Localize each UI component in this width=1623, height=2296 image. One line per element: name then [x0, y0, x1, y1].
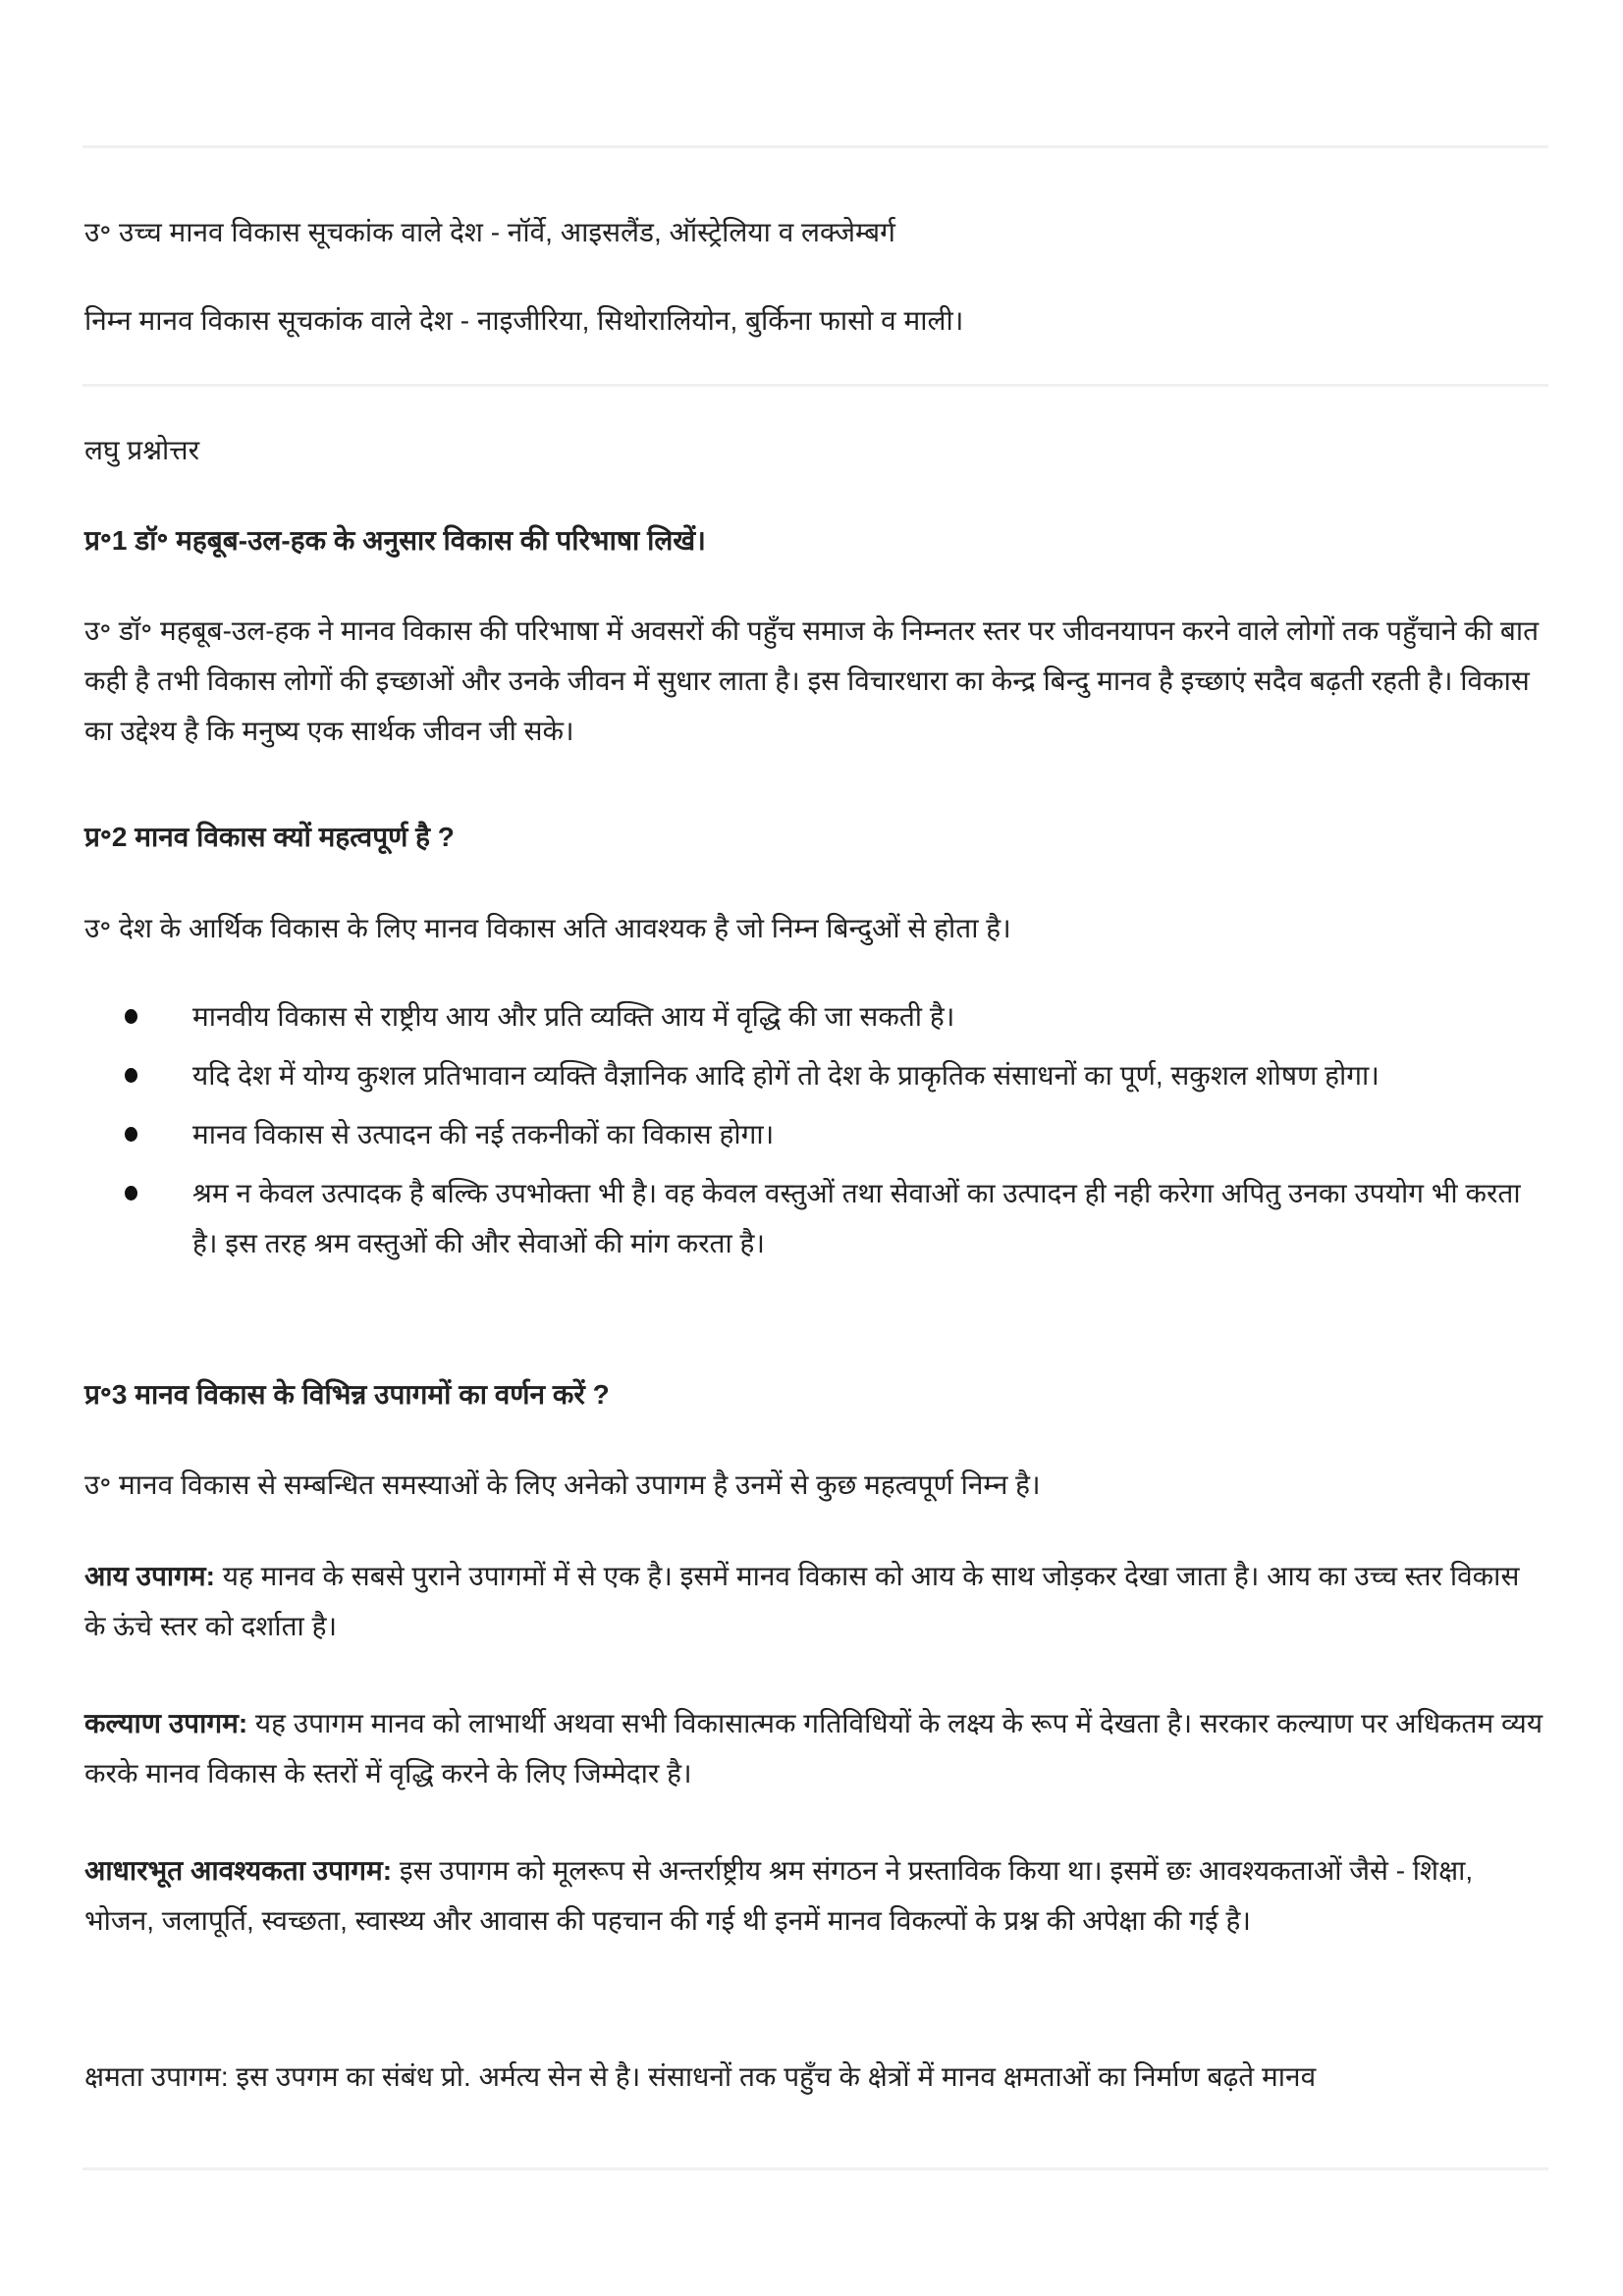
divider-top [82, 145, 1548, 148]
divider [82, 384, 1548, 387]
approach-text: यह उपागम मानव को लाभार्थी अथवा सभी विकासात्मक गतिविधियों के लक्ष्य के रूप में देखता है। सरकार कल्याण पर अधिकतम व्यय करके मानव विकास के स्तरों में वृद्धि करने के लिए जिम्मेदार है। [84, 1708, 1543, 1789]
question-1: प्र॰1 डॉ॰ महबूब-उल-हक के अनुसार विकास की परिभाषा लिखें। [84, 525, 706, 556]
basic-needs-approach [84, 1845, 1547, 1946]
section-title: लघु प्रश्नोत्तर [84, 435, 200, 465]
bullet-item: यदि देश में योग्य कुशल प्रतिभावान व्यक्ति वैज्ञानिक आदि होगें तो देश के प्राकृतिक संसाधनों का पूर्ण, सकुशल शोषण होगा। [192, 1050, 1547, 1100]
approach-label: आय उपागम: [84, 1561, 215, 1591]
high-hdi-countries: उ॰ उच्च मानव विकास सूचकांक वाले देश - नॉर्वे, आइसलैंड, ऑस्ट्रेलिया व लक्जेम्बर्ग [84, 217, 895, 247]
answer-3: उ॰ मानव विकास से सम्बन्धित समस्याओं के लिए अनेको उपागम है उनमें से कुछ महत्वपूर्ण निम्न है। [84, 1469, 1041, 1500]
low-hdi-countries: निम्न मानव विकास सूचकांक वाले देश - नाइजीरिया, सिथोरालियोन, बुर्किना फासो व माली। [84, 305, 964, 336]
approach-text: इस उपागम को मूलरूप से अन्तर्राष्ट्रीय श्रम संगठन ने प्रस्ताविक किया था। इसमें छः आवश्यकताओं जैसे - शिक्षा, भोजन, जलापूर्ति, स्वच्छता, स्वास्थ्य और आवास की पहचान की गई थी इनमें मानव विकल्पों के प्रश्न की अपेक्षा की गई है। [84, 1855, 1474, 1936]
approach-text: यह मानव के सबसे पुराने उपागमों में से एक है। इसमें मानव विकास को आय के साथ जोड़कर देखा जाता है। आय का उच्च स्तर विकास के ऊंचे स्तर को दर्शाता है। [84, 1561, 1520, 1641]
capability-approach [84, 2052, 1547, 2102]
bullet-item: श्रम न केवल उत्पादक है बल्कि उपभोक्ता भी है। वह केवल वस्तुओं तथा सेवाओं का उत्पादन ही नही करेगा अपितु उनका उपयोग भी करता है। इस तरह श्रम वस्तुओं की और सेवाओं की मांग करता है। [192, 1168, 1547, 1268]
answer-2: उ॰ देश के आर्थिक विकास के लिए मानव विकास अति आवश्यक है जो निम्न बिन्दुओं से होता है। [84, 913, 1011, 943]
approach-label: कल्याण उपागम: [84, 1708, 248, 1738]
answer-2-bullets [84, 991, 1547, 1268]
income-approach [84, 1551, 1547, 1651]
question-2: प्र॰2 मानव विकास क्यों महत्वपूर्ण है ? [84, 822, 455, 852]
bullet-item: मानवीय विकास से राष्ट्रीय आय और प्रति व्यक्ति आय में वृद्धि की जा सकती है। [192, 991, 1547, 1041]
divider-bottom [82, 2167, 1548, 2170]
question-3: प्र॰3 मानव विकास के विभिन्न उपागमों का वर्णन करें ? [84, 1379, 610, 1410]
welfare-approach [84, 1698, 1547, 1798]
bullet-item: मानव विकास से उत्पादन की नई तकनीकों का विकास होगा। [192, 1109, 1547, 1159]
approach-label: आधारभूत आवश्यकता उपागम: [84, 1855, 393, 1886]
approach-text: क्षमता उपागम: इस उपगम का संबंध प्रो. अर्मत्य सेन से है। संसाधनों तक पहुँच के क्षेत्रों में मानव क्षमताओं का निर्माण बढ़ते मानव [84, 2061, 1317, 2092]
answer-1: उ॰ डॉ॰ महबूब-उल-हक ने मानव विकास की परिभाषा में अवसरों की पहुँच समाज के निम्नतर स्तर पर जीवनयापन करने वाले लोगों तक पहुँचाने की बात कही है तभी विकास लोगों की इच्छाओं और उनके जीवन में सुधार लाता है। इस विचारधारा का केन्द्र बिन्दु मानव है इच्छाएं सदैव बढ़ती रहती है। विकास का उद्देश्य है कि मनुष्य एक सार्थक जीवन जी सके। [84, 615, 1540, 746]
